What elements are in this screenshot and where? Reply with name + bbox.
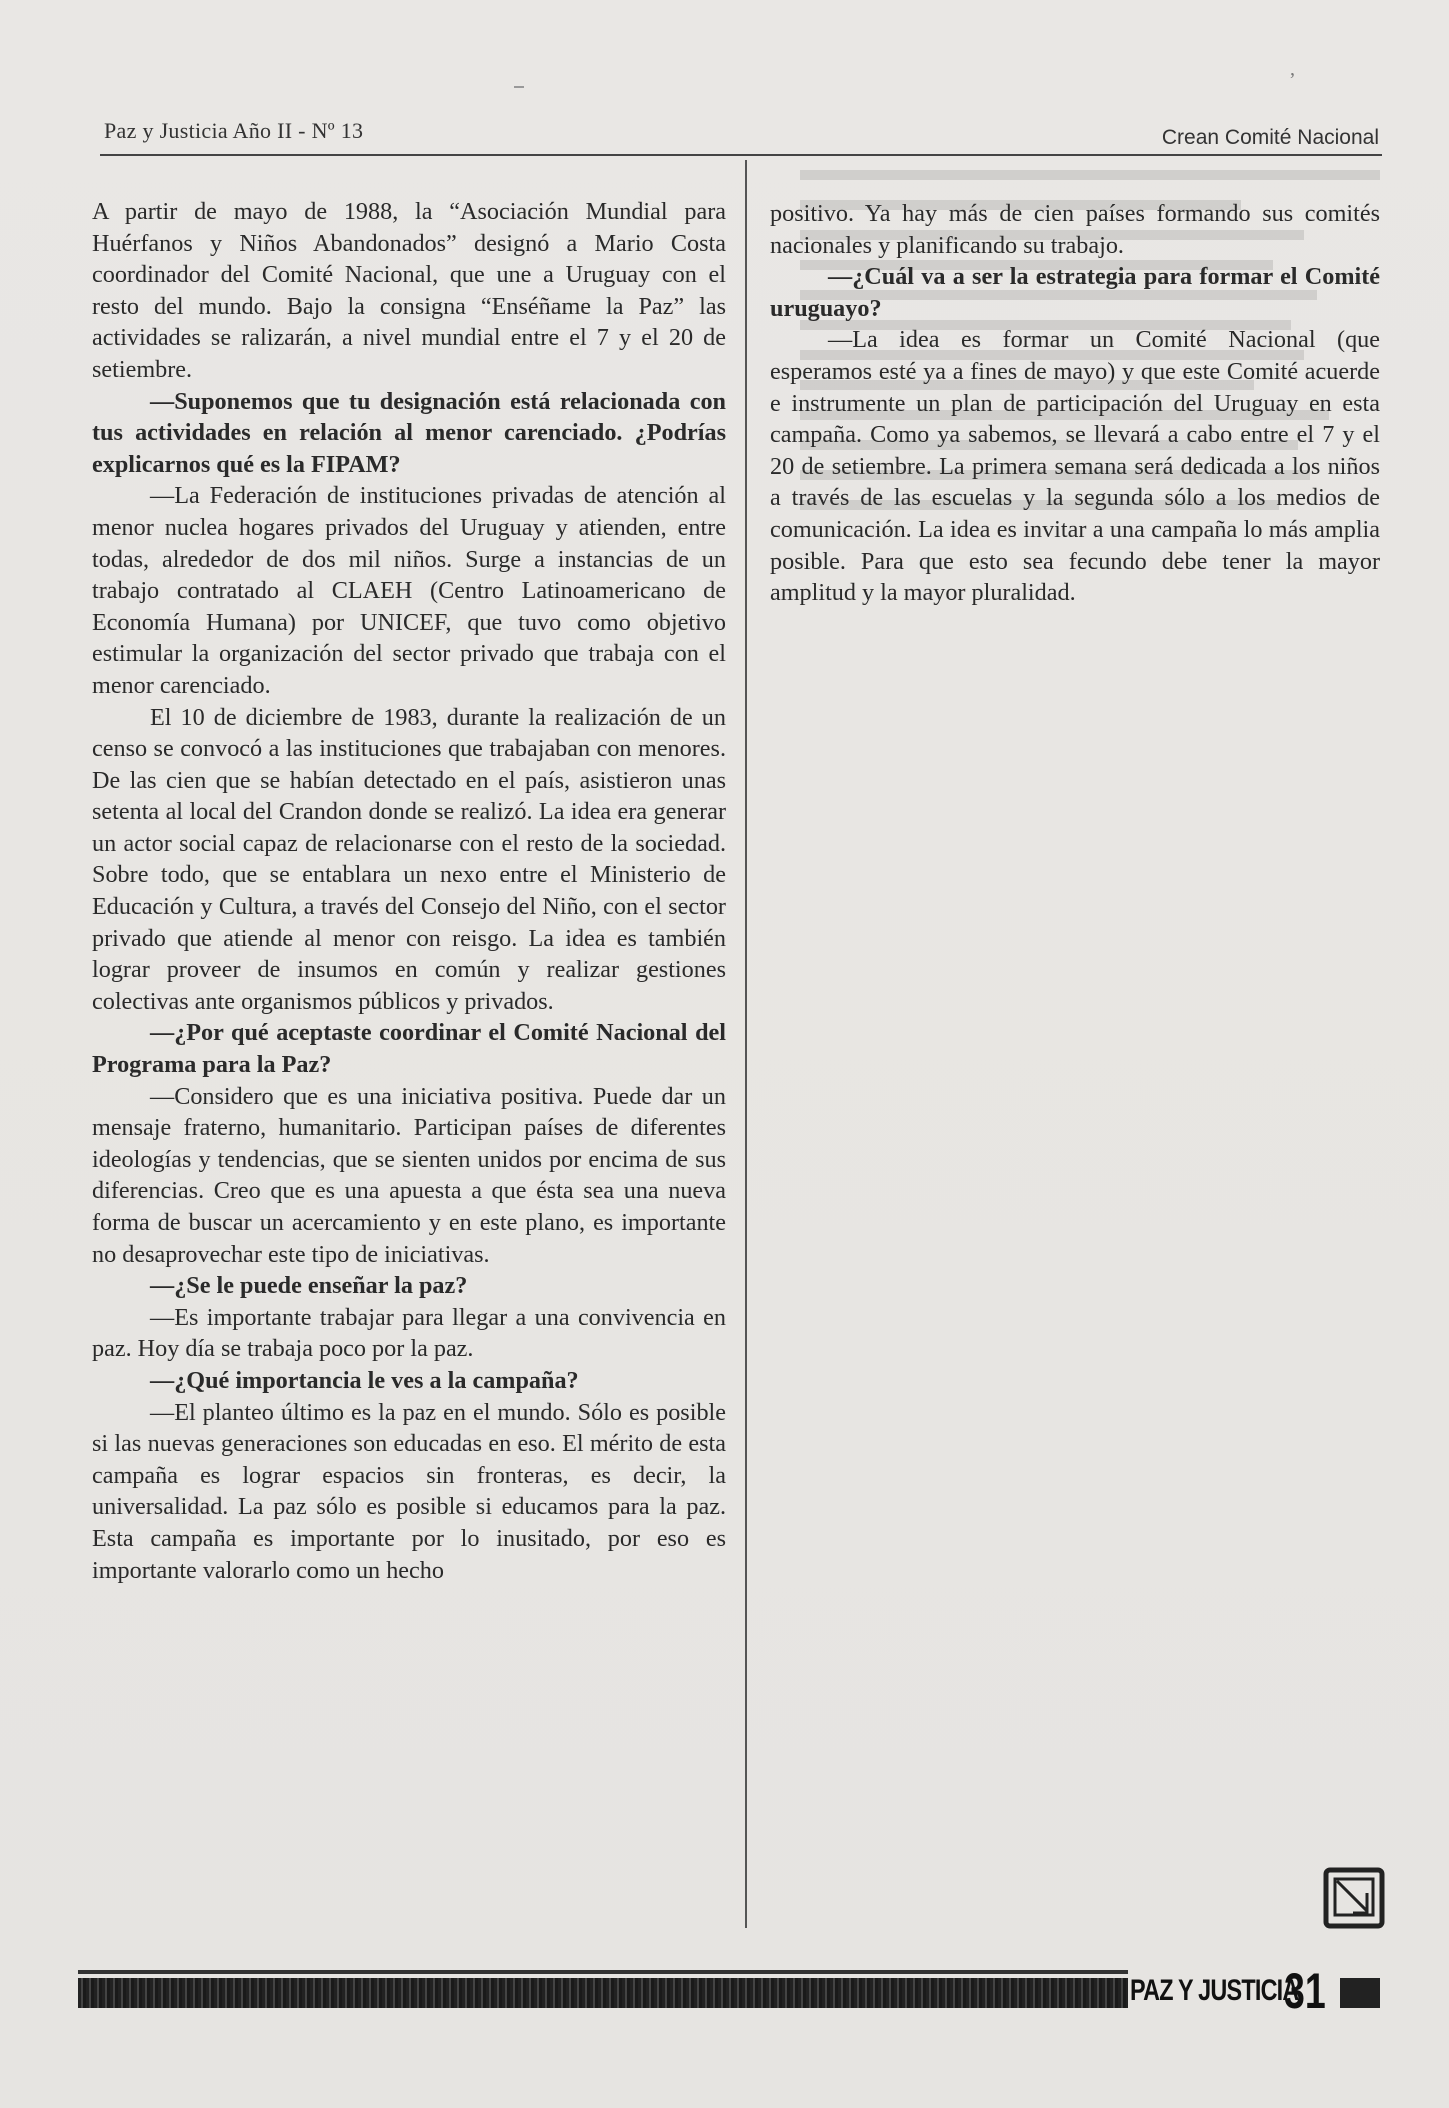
paragraph: positivo. Ya hay más de cien países formando sus comités nacionales y planificando su trabajo.	[770, 200, 1380, 259]
margin-mark: ,	[1290, 58, 1295, 80]
paragraph: —El planteo último es la paz en el mundo. Sólo es posible si las nuevas generaciones son educadas en eso. El mérito de esta campaña es lograr espacios sin fronteras, es decir, la universalidad. La paz sólo es posible si educamos para la paz. Esta campaña es importante por lo inusitado, por eso es importante valorarlo como un hecho	[92, 1398, 726, 1584]
paragraph: —La idea es formar un Comité Nacional (que esperamos esté ya a fines de mayo) y que este Comité acuerde e instrumente un plan de participación del Uruguay en esta campaña. Como ya sabemos, se llevará a cabo entre el 7 y el 20 de setiembre. La primera semana será dedicada a los niños a través de las escuelas y la segunda sólo a los medios de comunicación. La idea es invitar a una campaña lo más amplia posible. Para que esto sea fecundo debe tener la mayor amplitud y la mayor pluralidad.	[770, 326, 1380, 607]
interview-question: —¿Qué importancia le ves a la campaña?	[150, 1366, 579, 1394]
interview-question: —¿Se le puede enseñar la paz?	[150, 1272, 468, 1300]
page-number: 31	[1284, 1963, 1326, 2019]
interview-question: —Suponemos que tu designación está relacionada con tus actividades en relación al menor carenciado. ¿Podrías explicarnos qué es la FIPAM?	[92, 387, 726, 478]
running-header-left: Paz y Justicia Año II - Nº 13	[104, 118, 364, 143]
paragraph: A partir de mayo de 1988, la “Asociación Mundial para Huérfanos y Niños Abandonados” designó a Mario Costa coordinador del Comité Nacional, que une a Uruguay con el resto del mundo. Bajo la consigna “Enséñame la Paz” las actividades se ralizarán, a nivel mundial entre el 7 y el 20 de setiembre.	[92, 198, 726, 383]
header-rule	[100, 154, 1382, 156]
footer-bar	[78, 1978, 1128, 2008]
paragraph: —La Federación de instituciones privadas de atención al menor nuclea hogares privados del Uruguay y atienden, entre todas, alrededor de dos mil niños. Surge a instancias de un trabajo contratado al CLAEH (Centro Latinoamericano de Economía Humana) por UNICEF, que tuvo como objetivo estimular la organización del sector privado que trabaja con el menor carenciado.	[92, 482, 726, 699]
left-column	[92, 196, 726, 1586]
footer-bar-end	[1340, 1978, 1380, 2008]
interview-question: —¿Cuál va a ser la estrategia para formar el Comité uruguayo?	[770, 263, 1380, 322]
checkbox-mark-icon	[1323, 1867, 1385, 1929]
paragraph: —Es importante trabajar para llegar a una convivencia en paz. Hoy día se trabaja poco por la paz.	[92, 1303, 726, 1363]
dash-mark	[514, 86, 524, 88]
right-column	[770, 198, 1380, 609]
footer-label: PAZ Y JUSTICIA	[1130, 1974, 1299, 2007]
running-header-right: Crean Comité Nacional	[1161, 126, 1379, 149]
paragraph: El 10 de diciembre de 1983, durante la realización de un censo se convocó a las instituciones que trabajaban con menores. De las cien que se habían detectado en el país, asistieron unas setenta al local del Crandon donde se realizó. La idea era generar un actor social capaz de relacionarse con el resto de la sociedad. Sobre todo, que se entablara un nexo entre el Ministerio de Educación y Cultura, a través del Consejo del Niño, con el sector privado que atiende al menor con reisgo. La idea es también lograr proveer de insumos en común y realizar gestiones colectivas ante organismos públicos y privados.	[92, 703, 726, 1015]
paragraph: —Considero que es una iniciativa positiva. Puede dar un mensaje fraterno, humanitario. Participan países de diferentes ideologías y tendencias, que se sienten unidos por encima de sus diferencias. Creo que es una apuesta a que ésta sea una nueva forma de buscar un acercamiento y en este plano, es importante no desaprovechar este tipo de iniciativas.	[92, 1082, 726, 1268]
footer-rule	[78, 1970, 1128, 1974]
interview-question: —¿Por qué aceptaste coordinar el Comité Nacional del Programa para la Paz?	[92, 1019, 726, 1079]
column-rule	[745, 160, 747, 1928]
page-footer	[78, 1963, 1380, 2019]
